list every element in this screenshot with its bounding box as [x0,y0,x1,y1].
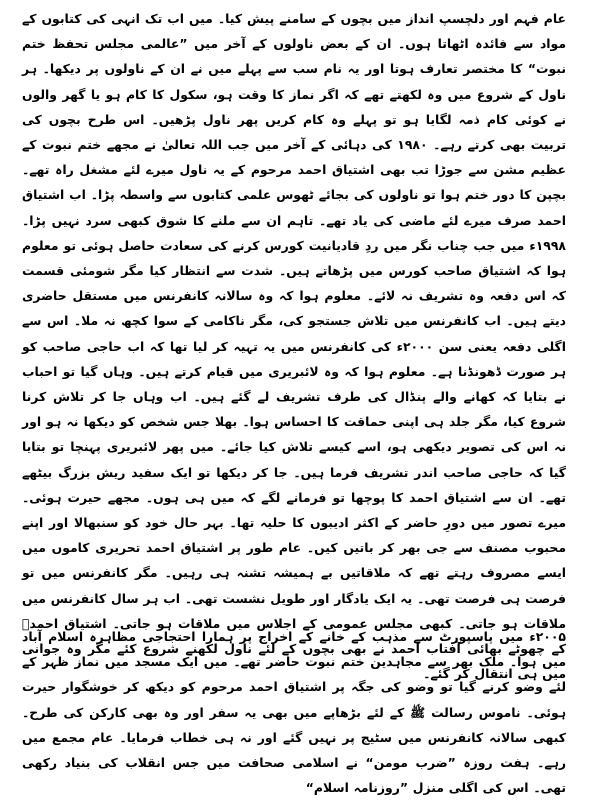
paragraph-1: عام فہم اور دلچسپ انداز میں بچوں کے سامنے پیش کیا۔ میں اب تک انہی کی کتابوں کے مواد سے فائدہ اٹھاتا ہوں۔ ان کے بعض ناولوں کے آخر میں ”عالمی مجلس تحفظ ختم نبوت“ کا مختصر تعارف ہوتا اور یہ نام سب سے پہلے میں نے ان کے ناولوں پر دیکھا۔ ہر ناول کے شروع میں وہ لکھتے تھے کہ اگر نماز کا وقت ہو، سکول کا کام ہو یا گھر والوں نے کوئی کام ذمہ لگایا ہو تو پہلے وہ کام کریں پھر ناول پڑھیں۔ اس طرح بچوں کی تربیت بھی کرتے رہے۔ ۱۹۸۰ کی دہائی کے آخر میں جب اللہ تعالیٰ نے مجھے ختم نبوت کے عظیم مشن سے جوڑا تب بھی اشتیاق احمد مرحوم کے یہ ناول میرے لئے مشغل راہ تھے۔ بچپن کا دور ختم ہوا تو ناولوں کی بجائے ٹھوس علمی کتابوں سے واسطہ پڑا۔ اب اشتیاق احمد صرف میرے لئے ماضی کی یاد تھے۔ تاہم ان سے ملنے کا شوق کبھی سرد نہیں پڑا۔ ۱۹۹۸ء میں جب چناب نگر میں ردِ قادیانیت کورس کرنے کی سعادت حاصل ہوئی تو معلوم ہوا کہ اشتیاق صاحب کورس میں پڑھاتے ہیں۔ شدت سے انتظار کیا مگر شومئی قسمت کہ اس دفعہ وہ تشریف نہ لائے۔ معلوم ہوا کہ وہ سالانہ کانفرنس میں مستقل حاضری دیتے ہیں۔ اب کانفرنس میں تلاش جستجو کی، مگر ناکامی کے سوا کچھ نہ ملا۔ اس سے اگلی دفعہ یعنی سن ۲۰۰۰ء کی کانفرنس میں یہ تہیہ کر لیا تھا کہ اب حاجی صاحب کو ہر صورت ڈھونڈنا ہے۔ معلوم ہوا کہ وہ لائبریری میں قیام کرتے ہیں۔ وہاں گیا تو احباب نے بتایا کہ کھانے والے پنڈال کی طرف تشریف لے گئے ہیں۔ اب وہاں جا کر تلاش کرنا شروع کیا، مگر جلد ہی اپنی حماقت کا احساس ہوا۔ بھلا جس شخص کو دیکھا نہ ہو اور نہ اس کی تصویر دیکھی ہو، اسے کیسے تلاش کیا جائے۔ میں پھر لائبریری پہنچا تو بتایا گیا کہ حاجی صاحب اندر تشریف فرما ہیں۔ جا کر دیکھا تو ایک سفید ریش بزرگ بیٹھے تھے۔ ان سے اشتیاق احمد کا پوچھا تو فرمانے لگے کہ میں ہی ہوں۔ مجھے حیرت ہوئی۔ میرے تصور میں دورِ حاضر کے اکثر ادیبوں کا حلیہ تھا۔ بہر حال خود کو سنبھالا اور اپنے محبوب مصنف سے جی بھر کر باتیں کیں۔ عام طور پر اشتیاق احمد تحریری کاموں میں ایسے مصروف رہتے تھے کہ ملاقاتیں بے ہمیشہ تشنہ ہی رہیں۔ مگر کانفرنس میں تو فرصت ہی فرصت تھی۔ یہ ایک یادگار اور طویل نشست تھی۔ اب ہر سال کانفرنس میں ملاقات ہو جاتی۔ کبھی مجلس عمومی کے اجلاس میں ملاقات ہو جاتی۔ اشتیاق احمدؒ کے چھوٹے بھائی آفتاب احمد نے بھی بچوں کے لئے ناول لکھنے شروع کئے مگر وہ جوانی میں ہی انتقال کر گئے۔ [22,11,566,682]
paragraph-2: ۲۰۰۵ء میں پاسپورٹ سے مذہب کے خانے کے اخراج پر ہمارا احتجاجی مظاہرہ اسلام آباد میں ہوا۔ ملک بھر سے مجاہدین ختم نبوت حاضر تھے۔ میں ایک مسجد میں نماز ظہر کے لئے وضو کرنے گیا تو وضو کی جگہ پر اشتیاق احمد مرحوم کو دیکھ کر خوشگوار حیرت ہوئی۔ ناموس رسالت ﷺ کے لئے بڑھاپے میں بھی یہ سفر اور وہ بھی کارکن کی طرح۔ کبھی سالانہ کانفرنس میں سٹیج پر نہیں گئے اور نہ ہی خطاب فرمایا۔ عام مجمع میں رہے۔ ہفت روزہ ”ضرب مومن“ نے اسلامی صحافت میں جس انقلاب کی بنیاد رکھی تھی۔ اس کی اگلی منزل ”روزنامہ اسلام“ [22,629,566,796]
